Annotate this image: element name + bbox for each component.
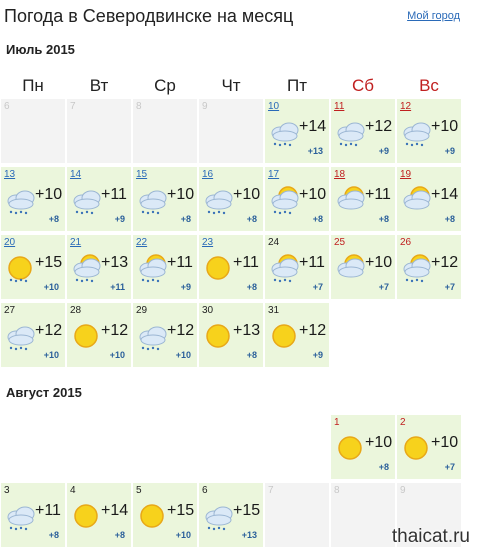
- night-temperature: +9: [444, 146, 455, 156]
- sun-cloud-icon: [333, 250, 367, 284]
- weekday-mon: Пн: [22, 76, 44, 95]
- cloud-rain-icon: [3, 318, 37, 352]
- day-temperature: +11: [365, 186, 391, 203]
- month-label-july: Июль 2015: [6, 42, 75, 57]
- day-temperature: +10: [35, 186, 63, 203]
- calendar-day-cell[interactable]: [1, 235, 65, 299]
- sun-cloud-icon: [333, 182, 367, 216]
- night-temperature: +13: [241, 530, 257, 540]
- day-number: 9: [202, 101, 208, 112]
- night-temperature: +8: [246, 282, 257, 292]
- sun-cloud-rain-icon: [399, 250, 433, 284]
- sun-rain-icon: [3, 250, 37, 284]
- day-number[interactable]: 13: [4, 169, 16, 180]
- sun-icon: [333, 430, 367, 464]
- cloud-rain-icon: [267, 114, 301, 148]
- calendar-day-cell[interactable]: [133, 303, 197, 367]
- night-temperature: +13: [307, 146, 323, 156]
- day-temperature: +14: [101, 502, 129, 519]
- day-number: 5: [136, 485, 142, 496]
- weekday-thu: Чт: [221, 76, 241, 95]
- cloud-rain-icon: [69, 182, 103, 216]
- calendar-day-cell[interactable]: [397, 415, 461, 479]
- calendar-day-cell[interactable]: [1, 303, 65, 367]
- calendar-day-cell[interactable]: [199, 303, 263, 367]
- calendar-day-cell[interactable]: [67, 167, 131, 231]
- day-number[interactable]: 21: [70, 237, 82, 248]
- weekday-header: [0, 76, 470, 96]
- sun-cloud-rain-icon: [267, 182, 301, 216]
- day-number[interactable]: 17: [268, 169, 280, 180]
- day-number: 31: [268, 305, 280, 316]
- day-number[interactable]: 10: [268, 101, 280, 112]
- calendar-empty-cell: [199, 415, 263, 479]
- calendar-empty-cell: [265, 415, 329, 479]
- calendar-day-cell[interactable]: [331, 99, 395, 163]
- day-number: 27: [4, 305, 16, 316]
- day-number: 1: [334, 417, 340, 428]
- day-temperature: +14: [431, 186, 459, 203]
- sun-cloud-rain-icon: [135, 250, 169, 284]
- night-temperature: +7: [444, 282, 455, 292]
- day-number: 24: [268, 237, 280, 248]
- calendar-day-cell[interactable]: [67, 303, 131, 367]
- day-number: 25: [334, 237, 346, 248]
- calendar-day-cell: [133, 99, 197, 163]
- night-temperature: +8: [246, 214, 257, 224]
- day-temperature: +10: [431, 118, 459, 135]
- calendar-day-cell[interactable]: [265, 99, 329, 163]
- calendar-day-cell[interactable]: [67, 235, 131, 299]
- night-temperature: +10: [109, 350, 125, 360]
- calendar-day-cell[interactable]: [199, 483, 263, 547]
- night-temperature: +8: [378, 214, 389, 224]
- day-temperature: +13: [101, 254, 129, 271]
- calendar-day-cell[interactable]: [199, 235, 263, 299]
- night-temperature: +8: [378, 462, 389, 472]
- calendar-day-cell[interactable]: [265, 303, 329, 367]
- calendar-empty-cell: [67, 415, 131, 479]
- night-temperature: +9: [114, 214, 125, 224]
- day-temperature: +11: [299, 254, 325, 271]
- day-temperature: +10: [431, 434, 459, 451]
- weekday-tue: Вт: [89, 76, 109, 95]
- cloud-rain-icon: [135, 318, 169, 352]
- day-number[interactable]: 15: [136, 169, 148, 180]
- calendar-day-cell[interactable]: [199, 167, 263, 231]
- sun-icon: [69, 498, 103, 532]
- day-number: 4: [70, 485, 76, 496]
- month-label-august: Август 2015: [6, 385, 82, 400]
- day-number: 2: [400, 417, 406, 428]
- day-number[interactable]: 12: [400, 101, 412, 112]
- night-temperature: +10: [175, 350, 191, 360]
- calendar-day-cell[interactable]: [1, 167, 65, 231]
- night-temperature: +8: [48, 530, 59, 540]
- day-number[interactable]: 19: [400, 169, 412, 180]
- day-number: 9: [400, 485, 406, 496]
- calendar-empty-cell: [397, 303, 461, 367]
- day-number: 6: [202, 485, 208, 496]
- day-number[interactable]: 18: [334, 169, 346, 180]
- day-temperature: +11: [101, 186, 127, 203]
- sun-icon: [135, 498, 169, 532]
- day-temperature: +11: [35, 502, 61, 519]
- night-temperature: +8: [444, 214, 455, 224]
- calendar-empty-cell: [133, 415, 197, 479]
- night-temperature: +7: [312, 282, 323, 292]
- night-temperature: +8: [180, 214, 191, 224]
- day-temperature: +12: [101, 322, 129, 339]
- sun-icon: [201, 318, 235, 352]
- calendar-day-cell[interactable]: [133, 167, 197, 231]
- night-temperature: +7: [444, 462, 455, 472]
- night-temperature: +9: [378, 146, 389, 156]
- cloud-rain-icon: [399, 114, 433, 148]
- day-number: 7: [268, 485, 274, 496]
- cloud-rain-icon: [3, 182, 37, 216]
- day-number: 28: [70, 305, 82, 316]
- my-city-link[interactable]: Мой город: [407, 10, 460, 22]
- calendar-empty-cell: [1, 415, 65, 479]
- calendar-day-cell[interactable]: [265, 235, 329, 299]
- calendar-day-cell: [265, 483, 329, 547]
- calendar-day-cell[interactable]: [331, 415, 395, 479]
- day-number[interactable]: 22: [136, 237, 148, 248]
- cloud-rain-icon: [333, 114, 367, 148]
- night-temperature: +8: [246, 350, 257, 360]
- cloud-rain-icon: [135, 182, 169, 216]
- day-temperature: +12: [365, 118, 393, 135]
- night-temperature: +10: [175, 530, 191, 540]
- day-temperature: +12: [431, 254, 459, 271]
- day-number[interactable]: 11: [334, 101, 345, 112]
- day-temperature: +12: [167, 322, 195, 339]
- calendar-day-cell: [67, 99, 131, 163]
- cloud-rain-icon: [201, 182, 235, 216]
- night-temperature: +8: [312, 214, 323, 224]
- cloud-rain-icon: [3, 498, 37, 532]
- day-temperature: +12: [35, 322, 63, 339]
- day-number: 26: [400, 237, 412, 248]
- day-number: 8: [334, 485, 340, 496]
- sun-icon: [399, 430, 433, 464]
- night-temperature: +7: [378, 282, 389, 292]
- day-temperature: +10: [365, 434, 393, 451]
- day-temperature: +15: [167, 502, 195, 519]
- sun-cloud-rain-icon: [267, 250, 301, 284]
- calendar-day-cell[interactable]: [331, 235, 395, 299]
- night-temperature: +11: [110, 282, 125, 292]
- calendar-day-cell[interactable]: [397, 235, 461, 299]
- day-temperature: +15: [233, 502, 261, 519]
- night-temperature: +9: [180, 282, 191, 292]
- calendar-day-cell[interactable]: [331, 167, 395, 231]
- sun-icon: [69, 318, 103, 352]
- calendar-day-cell: [1, 99, 65, 163]
- day-number: 7: [70, 101, 76, 112]
- calendar-day-cell[interactable]: [1, 483, 65, 547]
- calendar-empty-cell: [331, 303, 395, 367]
- day-temperature: +10: [299, 186, 327, 203]
- day-temperature: +13: [233, 322, 261, 339]
- day-temperature: +10: [365, 254, 393, 271]
- weekday-sun: Вс: [419, 76, 439, 95]
- day-number[interactable]: 23: [202, 237, 214, 248]
- night-temperature: +10: [43, 350, 59, 360]
- sun-cloud-rain-icon: [69, 250, 103, 284]
- day-number: 30: [202, 305, 214, 316]
- calendar-day-cell[interactable]: [133, 235, 197, 299]
- day-number: 29: [136, 305, 148, 316]
- night-temperature: +8: [114, 530, 125, 540]
- day-temperature: +15: [35, 254, 63, 271]
- night-temperature: +10: [43, 282, 59, 292]
- day-number: 8: [136, 101, 142, 112]
- cloud-rain-icon: [201, 498, 235, 532]
- calendar-day-cell[interactable]: [67, 483, 131, 547]
- day-temperature: +11: [167, 254, 193, 271]
- calendar-day-cell: [199, 99, 263, 163]
- day-temperature: +11: [233, 254, 259, 271]
- page-title: Погода в Северодвинске на месяц: [4, 6, 294, 26]
- watermark: thaicat.ru: [391, 526, 470, 547]
- calendar-day-cell[interactable]: [133, 483, 197, 547]
- day-temperature: +10: [233, 186, 261, 203]
- sun-icon: [267, 318, 301, 352]
- calendar-day-cell[interactable]: [397, 167, 461, 231]
- day-temperature: +14: [299, 118, 327, 135]
- night-temperature: +8: [48, 214, 59, 224]
- sun-icon: [201, 250, 235, 284]
- weekday-wed: Ср: [154, 76, 176, 95]
- day-number[interactable]: 16: [202, 169, 214, 180]
- calendar-day-cell[interactable]: [397, 99, 461, 163]
- day-number[interactable]: 14: [70, 169, 82, 180]
- weekday-sat: Сб: [351, 76, 374, 95]
- night-temperature: +9: [312, 350, 323, 360]
- day-number: 3: [4, 485, 10, 496]
- day-number[interactable]: 20: [4, 237, 16, 248]
- day-temperature: +10: [167, 186, 195, 203]
- day-number: 6: [4, 101, 10, 112]
- calendar-day-cell[interactable]: [265, 167, 329, 231]
- weekday-fri: Пт: [286, 76, 307, 95]
- day-temperature: +12: [299, 322, 327, 339]
- sun-cloud-icon: [399, 182, 433, 216]
- calendar-day-cell: [331, 483, 395, 547]
